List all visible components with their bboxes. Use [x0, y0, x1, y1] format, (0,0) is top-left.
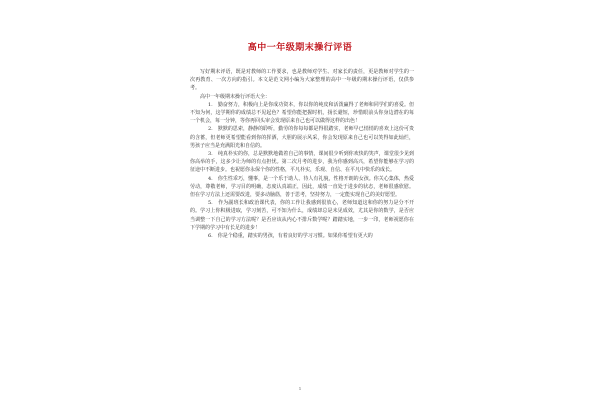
document-title: 高中一年级期末操行评语 — [247, 43, 353, 53]
comment-paragraph-2: 2. 默默的思索，静静的聆听，勤劳的你每每都是得很踏实，老师早已悄悄的喜欢上这份可贵的含蓄，但老师更希望能看到你的挥洒，大胆的展示风采，你会发现原来自己也可以笑得如此灿烂，男孩子应当是充满阳光和自信的。 — [190, 126, 414, 149]
comment-paragraph-6: 6. 你是个稳重，踏实的男孩，有着良好的学习习惯。如果你希望有更大的 — [208, 233, 373, 240]
section-heading: 高中一年级期末操行评语大全： — [200, 93, 271, 100]
comment-paragraph-5: 5. 作为副班长和政治课代表，你的工作让我感到很放心，老师知道这和你的努力是分不开的。学习上你积极进取，学习刻苦，可不知为什么，成绩却总是未见成效，尤其是你的数学，是否应当调整一下自己的学习方法呢？是否应该从内心不排斥数学呢？踏踏实地，一步一印，老师祝愿你在下学期的学习中有长足的进步！ — [190, 200, 414, 231]
intro-paragraph: 写好期末评语，既是对教师的工作要求，也是教师对学生、对家长的责任，更是教师对学生的一次再教育、一次方向的指引。本文是范文网小编为大家整理的高中一年级的期末操行评语，仅供参考。 — [190, 69, 414, 92]
comment-paragraph-1: 1. 勤奋努力，积极向上是你成功资本，你以你的纯皮和活泼赢得了老师和同学们的喜爱。但不知为何，这学期你的成绩总不见起色？希望你能把握时机，扬长避短，珍惜眼前头你身边潜在的每一个机会，每一分钟，等你再回头审会发现原来自己也可以做得这样的出色！ — [190, 101, 414, 125]
comment-paragraph-3: 3. 纯真朴实的你，总是默默地做着自己的事情，课间很少听到你欢快的笑声，课堂很少见到你高举的手，这多少让为师的有点担忧。第二次月考的进步，我为你感到高兴，希望你能够在学习的征途中不断进步。也祝愿你永保个你的性格，平凡朴实，乐观、自信、在平凡中快乐的成长。 — [190, 151, 414, 174]
document-body — [190, 68, 414, 240]
page-number: 1 — [298, 386, 302, 391]
comment-paragraph-4: 4. 你生性乖巧，懂事，是一个乐于助人、待人有礼貌，性格开朗的女孩。你关心集体，热爱劳动，尊敬老师，学习目的明确，态度认真端正，因此，成绩一直处于进步的状态，老师很感欣慰。但在学习方法上还需要改进，要多动脑筋，善于思考，坚持努力，一定能实现自己的美好愿望。 — [190, 175, 414, 199]
